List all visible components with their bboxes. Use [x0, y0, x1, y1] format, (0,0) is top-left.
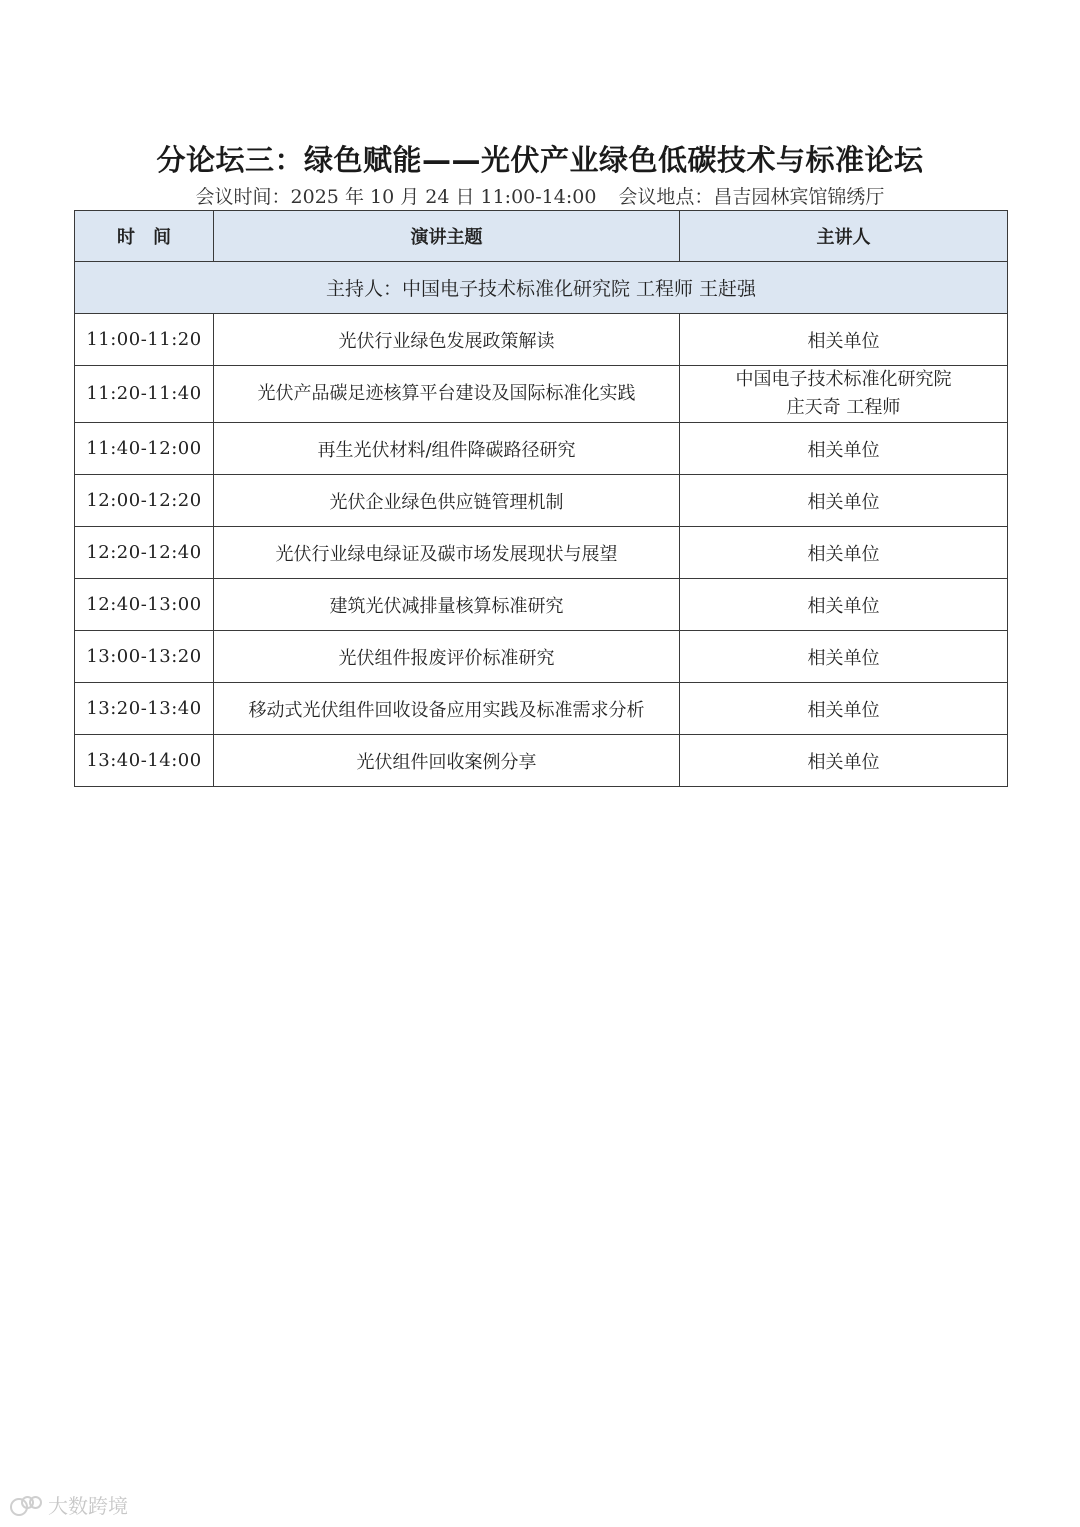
- meeting-time: 会议时间：2025 年 10 月 24 日 11:00-14:00: [195, 186, 597, 208]
- time-cell: 12:00-12:20: [75, 475, 214, 527]
- speaker-org: 中国电子技术标准化研究院: [735, 369, 952, 390]
- speaker-person: 庄天奇 工程师: [786, 397, 901, 418]
- header-row: [75, 211, 1008, 262]
- time-cell: 13:40-14:00: [75, 735, 214, 787]
- table-row: [75, 314, 1008, 366]
- header-speaker: 主讲人: [680, 211, 1008, 262]
- topic-cell: 光伏产品碳足迹核算平台建设及国际标准化实践: [214, 366, 680, 423]
- table-row: [75, 423, 1008, 475]
- topic-cell: 移动式光伏组件回收设备应用实践及标准需求分析: [214, 683, 680, 735]
- table-row: [75, 735, 1008, 787]
- speaker-cell: 相关单位: [680, 314, 1008, 366]
- header-time: 时 间: [75, 211, 214, 262]
- speaker-cell: 相关单位: [680, 423, 1008, 475]
- header-topic: 演讲主题: [214, 211, 680, 262]
- topic-cell: 光伏企业绿色供应链管理机制: [214, 475, 680, 527]
- table-row: [75, 475, 1008, 527]
- topic-cell: 光伏行业绿电绿证及碳市场发展现状与展望: [214, 527, 680, 579]
- time-cell: 13:00-13:20: [75, 631, 214, 683]
- meeting-info: [0, 182, 1080, 209]
- speaker-cell: 相关单位: [680, 579, 1008, 631]
- speaker-cell: [680, 366, 1008, 423]
- time-cell: 11:40-12:00: [75, 423, 214, 475]
- dashu-logo-icon: [10, 1494, 44, 1516]
- speaker-cell: 相关单位: [680, 631, 1008, 683]
- watermark: [10, 1490, 128, 1519]
- time-cell: 11:00-11:20: [75, 314, 214, 366]
- time-cell: 12:20-12:40: [75, 527, 214, 579]
- time-cell: 13:20-13:40: [75, 683, 214, 735]
- speaker-cell: 相关单位: [680, 683, 1008, 735]
- topic-cell: 光伏行业绿色发展政策解读: [214, 314, 680, 366]
- table-row: [75, 366, 1008, 423]
- speaker-cell: 相关单位: [680, 475, 1008, 527]
- table-row: [75, 579, 1008, 631]
- host-cell: 主持人：中国电子技术标准化研究院 工程师 王赶强: [75, 262, 1008, 314]
- topic-cell: 再生光伏材料/组件降碳路径研究: [214, 423, 680, 475]
- speaker-cell: 相关单位: [680, 735, 1008, 787]
- topic-cell: 光伏组件回收案例分享: [214, 735, 680, 787]
- topic-cell: 建筑光伏减排量核算标准研究: [214, 579, 680, 631]
- meeting-place: 会议地点：昌吉园林宾馆锦绣厅: [618, 186, 885, 208]
- host-row: [75, 262, 1008, 314]
- time-cell: 11:20-11:40: [75, 366, 214, 423]
- time-cell: 12:40-13:00: [75, 579, 214, 631]
- watermark-text: 大数跨境: [48, 1494, 128, 1518]
- speaker-cell: 相关单位: [680, 527, 1008, 579]
- page-title: 分论坛三：绿色赋能——光伏产业绿色低碳技术与标准论坛: [156, 143, 924, 177]
- table-row: [75, 527, 1008, 579]
- agenda-table: [74, 210, 1008, 787]
- topic-cell: 光伏组件报废评价标准研究: [214, 631, 680, 683]
- table-row: [75, 683, 1008, 735]
- table-row: [75, 631, 1008, 683]
